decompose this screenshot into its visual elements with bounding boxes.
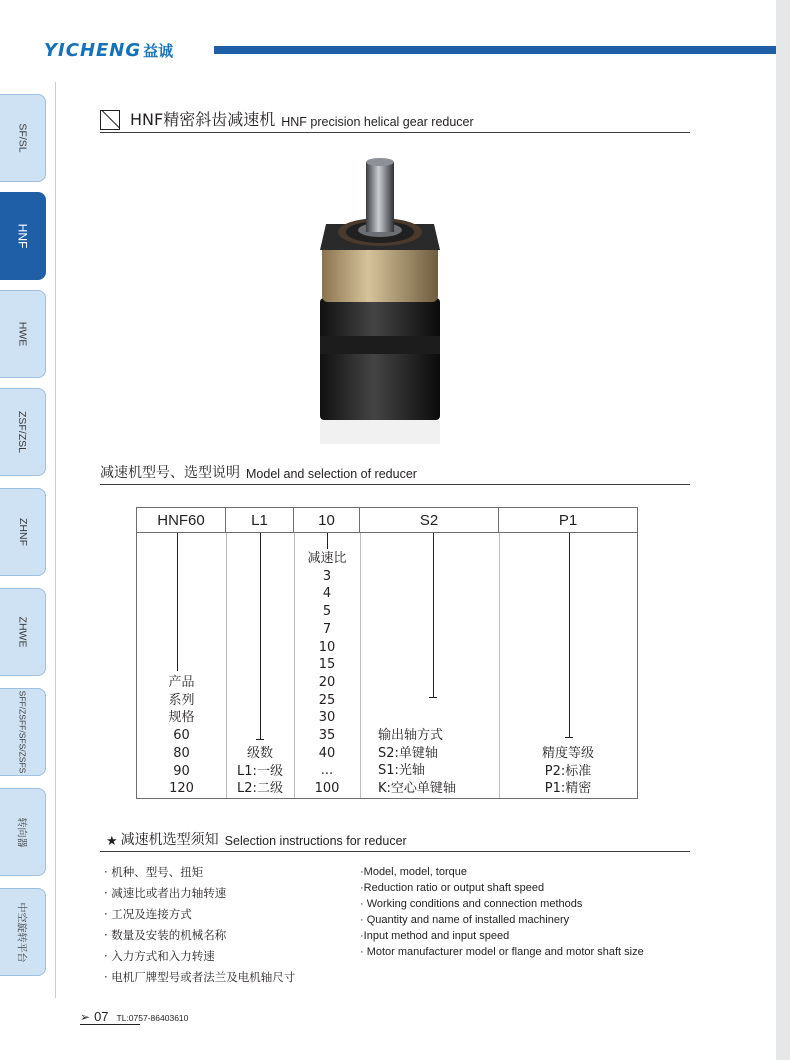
header-output-shaft: S2 (360, 508, 499, 533)
tab-steering-gear[interactable] (0, 788, 46, 876)
instructions-section-title (100, 829, 690, 852)
tab-hnf[interactable] (0, 192, 46, 280)
output-shaft-text: 输出轴方式 (378, 728, 444, 743)
ratio-value: 40 (318, 745, 336, 761)
footer-underline (80, 1024, 140, 1025)
leader-line-series (177, 533, 178, 671)
series-text: 规格 (168, 710, 195, 726)
tab-sf-sl[interactable] (0, 94, 46, 182)
series-size: 90 (173, 763, 190, 779)
tab-zhnf[interactable] (0, 488, 46, 576)
series-size: 80 (173, 745, 190, 761)
precision-column (499, 745, 637, 798)
ratio-value: 20 (318, 674, 336, 690)
output-shaft-option: S1:光轴 (378, 763, 425, 779)
instructions-list-en (360, 864, 644, 960)
instruction-item-cn: · 入力方式和入力转速 (104, 949, 215, 963)
page-number: 07 (94, 1009, 109, 1024)
leader-line-precision (569, 533, 570, 737)
series-size: 60 (173, 728, 190, 744)
header-series: HNF60 (137, 508, 226, 533)
ratio-value: 35 (318, 728, 336, 744)
brand-name: YICHENG (44, 39, 142, 61)
tab-sff-zsff-sfs-zsfs[interactable] (0, 688, 46, 776)
ratio-value: ... (320, 763, 334, 779)
instruction-item-cn: · 工况及连接方式 (104, 907, 192, 921)
instruction-item-cn: · 数量及安装的机械名称 (104, 928, 227, 942)
instruction-item-cn: · 电机厂牌型号或者法兰及电机轴尺寸 (104, 970, 296, 984)
tab-label: 转向器 (15, 817, 26, 847)
column-divider (360, 533, 361, 798)
instruction-item-cn: · 机种、型号、扭矩 (104, 865, 204, 879)
tab-label: SFF/ZSFF/SFS/ZSFS (17, 690, 28, 774)
series-column (137, 674, 226, 798)
tab-hollow-rotary-platform[interactable] (0, 888, 46, 976)
tab-label: SF/SL (16, 123, 29, 153)
instruction-item-en: · Quantity and name of installed machinery (360, 914, 570, 926)
output-shaft-option: S2:单键轴 (378, 745, 438, 761)
instruction-item-en: ·Model, model, torque (360, 866, 467, 878)
right-edge-strip (776, 0, 790, 1060)
brand-name-cn: 益诚 (143, 41, 174, 60)
ratio-value: 3 (322, 568, 332, 584)
corner-arrow-icon (100, 110, 120, 130)
stage-text: L2:二级 (237, 781, 283, 797)
model-section-title-en: Model and selection of reducer (246, 467, 417, 481)
tab-label: ZSF/ZSL (16, 410, 29, 454)
product-title-cn: HNF精密斜齿减速机 (130, 110, 276, 129)
header-ratio: 10 (294, 508, 360, 533)
tab-label: HWE (16, 321, 29, 347)
telephone: TL:0757-86403610 (116, 1013, 189, 1023)
leader-tick-output-shaft (429, 697, 437, 698)
product-title-bar (100, 107, 690, 133)
ratio-value: 5 (322, 604, 332, 620)
arrow-icon: ➢ (80, 1010, 91, 1024)
precision-option: P1:精密 (544, 781, 592, 797)
instruction-item-en: · Motor manufacturer model or flange and motor shaft size (360, 946, 644, 958)
leader-tick-precision (565, 737, 573, 738)
model-section-title-cn: 减速机型号、选型说明 (100, 465, 240, 481)
leader-line-stage (260, 533, 261, 739)
model-section-title (100, 462, 690, 485)
stage-text: 级数 (246, 746, 273, 761)
instruction-item-en: ·Input method and input speed (360, 930, 510, 942)
precision-text: 精度等级 (541, 746, 594, 761)
star-icon: ★ (106, 834, 118, 849)
series-size: 120 (169, 781, 194, 797)
gear-reducer-image (300, 150, 460, 450)
ratio-value: 10 (318, 639, 336, 655)
instructions-title-cn: 减速机选型须知 (120, 832, 219, 848)
ratio-value: 30 (318, 710, 336, 726)
leader-line-ratio (327, 533, 328, 549)
tab-label: 中空旋转平台 (15, 902, 26, 962)
stage-text: L1:一级 (237, 763, 283, 779)
output-shaft-option: K:空心单键轴 (378, 781, 456, 797)
precision-option: P2:标准 (544, 763, 592, 779)
tab-label: ZHWE (16, 616, 29, 648)
model-selection-table (136, 507, 638, 799)
header-bar (214, 46, 776, 54)
product-title-en: HNF precision helical gear reducer (281, 115, 474, 129)
ratio-value: 7 (322, 621, 332, 637)
leader-tick-stage (256, 739, 264, 740)
ratio-column (294, 550, 360, 798)
ratio-value: 4 (322, 586, 332, 602)
tab-zhwe[interactable] (0, 588, 46, 676)
leader-line-output-shaft (433, 533, 434, 697)
ratio-text: 减速比 (307, 551, 347, 566)
side-tab-rail (0, 82, 56, 998)
header-precision: P1 (499, 508, 637, 533)
header-stage: L1 (226, 508, 294, 533)
instruction-item-en: ·Reduction ratio or output shaft speed (360, 882, 545, 894)
brand-logo (44, 38, 173, 62)
series-text: 产品 (168, 675, 195, 690)
tab-hwe[interactable] (0, 290, 46, 378)
instruction-item-cn: · 减速比或者出力轴转速 (104, 886, 227, 900)
tab-label: HNF (15, 223, 30, 249)
ratio-value: 100 (314, 781, 340, 797)
instruction-item-en: · Working conditions and connection methods (360, 898, 583, 910)
instructions-title-en: Selection instructions for reducer (224, 834, 407, 848)
tab-label: ZHNF (16, 518, 29, 546)
tab-zsf-zsl[interactable] (0, 388, 46, 476)
ratio-value: 15 (318, 657, 336, 673)
stage-column (226, 745, 294, 798)
output-shaft-column (378, 727, 456, 798)
series-text: 系列 (168, 692, 195, 708)
page-footer (80, 1009, 188, 1024)
instructions-list-cn (104, 862, 295, 988)
ratio-value: 25 (318, 692, 336, 708)
